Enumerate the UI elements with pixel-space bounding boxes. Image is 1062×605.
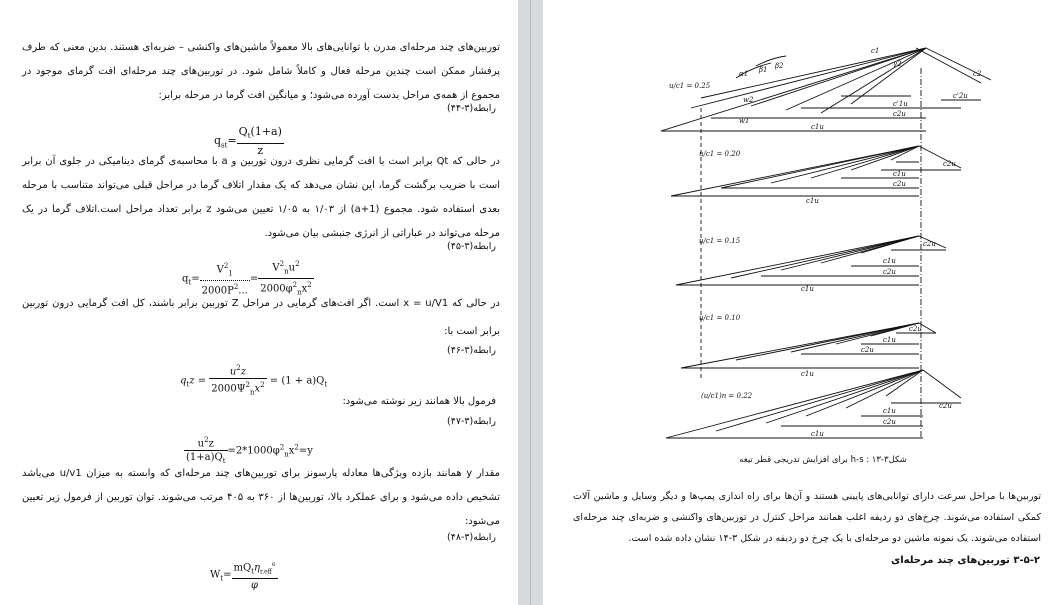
equation-46: $q_tz$ = $\frac{u^2z}{2000\Psi^2_nx^2}$ = $(1 + a)Q_t$ <box>180 364 328 397</box>
equation-47: $\frac{u^2z}{(1+a)Q_t}$ $=2*1000\varphi^2_nx^2=y$ <box>186 436 313 466</box>
fig-w2: w2 <box>743 96 754 104</box>
fig-c1u-prime: c'1u <box>893 100 908 108</box>
fig-c2u-3b: c2u <box>883 268 896 276</box>
fig-c2u-5: c2u <box>939 402 952 410</box>
paragraph-intro: توربین‌های چند مرحله‌ای مدرن با توانایی‌های بالا معمولاً ماشین‌های واکنشی – ضربه‌ای هستند. بدین معنی که طرف پرفشار ممکن است چندین مرحله فعال و کاملاً شامل شود. در توربین‌های چند مرحله‌ای افت گرمای موجود در مجموع از همه‌ی مراحل بدست آورده می‌شود؛ و میانگین افت گرما در مرحله برابر: <box>22 42 500 101</box>
fig-c1u-3b: c1u <box>801 285 814 293</box>
fig-ratio-020: u/c1 = 0.20 <box>699 150 741 158</box>
right-page <box>543 0 1062 605</box>
fig-c1u-2b: c1u <box>806 197 819 205</box>
fig-w1: w1 <box>739 117 750 125</box>
relation-label-47: رابطه(۳-۴۷) <box>447 416 496 427</box>
equation-45: $q_t=$ $\frac{V^2_1}{2000P^2...}$ = $\frac{V^2_nu^2}{2000\varphi^2_nx^2}$ <box>182 260 312 297</box>
paragraph-heat-return: در حالی که Qt برابر است با افت گرمایی نظری درون توربین و a با محاسبه‌ی گرمای دینامیکی در جلوی آن برابر است با ضریب برگشت گرما، این نشان می‌دهد که یک مقدار اتلاف گرما در مراحل قبلی می‌تواند متناسب با مرحله بعدی استفاده شود. مجموع (1+a) از ۱/۰۳ به ۱/۰۵ تعیین می‌شود z برابر تعداد مراحل است.اتلاف گرما در یک مرحله می‌تواند در عباراتی از انرژی جنبشی بیان می‌شود. <box>22 156 500 239</box>
fig-beta2: β2 <box>775 62 784 70</box>
fig-c2u-2: c2u <box>943 160 956 168</box>
fig-c1u-4b: c1u <box>801 370 814 378</box>
equation-44: $q_{st}=$ $\frac{Q_t(1+a)}{z}$ <box>214 125 282 158</box>
fig-ratio-022: (u/c1)n = 0.22 <box>701 392 753 400</box>
figure-caption: شکل۳-۱۳ : h-s برای افزایش تدریجی قطر تیغه <box>739 455 907 465</box>
paragraph-rewrite: فرمول بالا همانند زیر نوشته می‌شود: <box>342 396 496 407</box>
relation-label-45: رابطه(۳-۴۵) <box>447 241 496 252</box>
fig-c1: c1 <box>871 47 880 55</box>
section-heading: ۳-۵-۲ توربین‌های چند مرحله‌ای <box>891 555 1040 566</box>
fig-c2: c2 <box>973 70 982 78</box>
relation-label-46: رابطه(۳-۴۶) <box>447 345 496 356</box>
fig-c2u-5b: c2u <box>883 418 896 426</box>
paragraph-parsons: مقدار y همانند بازده ویژگی‌ها معادله پارسونز برای توربین‌های چند مرحله‌ای که وابسته به میزان u/v1 می‌باشد تشخیص داده می‌شود و برای عملکرد بالا، توربین‌ها از ۳۶۰ به ۴۰۵ مرتب می‌شوند. توان توربین از فرمول زیر تعیین می‌شود: <box>22 468 500 527</box>
fig-c1u-3: c1u <box>883 257 896 265</box>
paragraph-stage-losses: در حالی که x = u/V1 است. اگر افت‌های گرمایی در مراحل Z توربین برابر باشند، کل افت گرمایی درون توربین برابر است با: <box>22 298 500 337</box>
page-gutter <box>518 0 543 605</box>
fig-c2u-prime: c'2u <box>953 92 968 100</box>
fig-c1u-4: c1u <box>883 336 896 344</box>
fig-c1u-5: c1u <box>883 407 896 415</box>
fig-c1u-5b: c1u <box>811 430 824 438</box>
fig-ratio-015: u/c1 = 0.15 <box>699 237 741 245</box>
fig-c2u-3: c2u <box>923 240 936 248</box>
fig-ratio-025: u/c1 = 0.25 <box>669 82 711 90</box>
fig-ratio-010: u/c1 = 0.10 <box>699 314 741 322</box>
fig-c2u-4: c2u <box>909 325 922 333</box>
velocity-triangles-figure <box>661 38 991 448</box>
fig-c2u-2b: c2u <box>893 180 906 188</box>
relation-label-48: رابطه(۳-۴۸) <box>447 532 496 543</box>
fig-c2u-4b: c2u <box>861 346 874 354</box>
fig-c2u-1: c2u <box>893 110 906 118</box>
fig-alpha1: α1 <box>739 70 749 78</box>
fig-beta1: β1 <box>759 66 768 74</box>
equation-48: $W_t=$ $\frac{mQ_t\eta_{r.eff}^e}{\varphi}$ <box>210 558 278 592</box>
left-page <box>0 0 518 605</box>
fig-c1u-2: c1u <box>893 170 906 178</box>
fig-c1u-1: c1u <box>811 123 824 131</box>
fig-gamma2: γ2 <box>893 60 902 68</box>
paragraph-velocity-stages: توربین‌ها با مراحل سرعت دارای توانایی‌های پایینی هستند و آن‌ها برای راه اندازی پمپ‌ها و دیگر وسایل و ماشین آلات کمکی استفاده می‌شوند. چرخ‌های دو ردیفه اغلب همانند مراحل کنترل در توربین‌های واکنشی و ضربه‌ای چند مرحله‌ای استفاده می‌شوند. یک نمونه ماشین دو مرحله‌ای با یک چرخ دو ردیفه در شکل ۳-۱۴ نشان داده شده است. <box>573 491 1041 544</box>
relation-label-44: رابطه(۳-۴۴) <box>447 103 496 114</box>
gutter-line <box>530 0 531 605</box>
